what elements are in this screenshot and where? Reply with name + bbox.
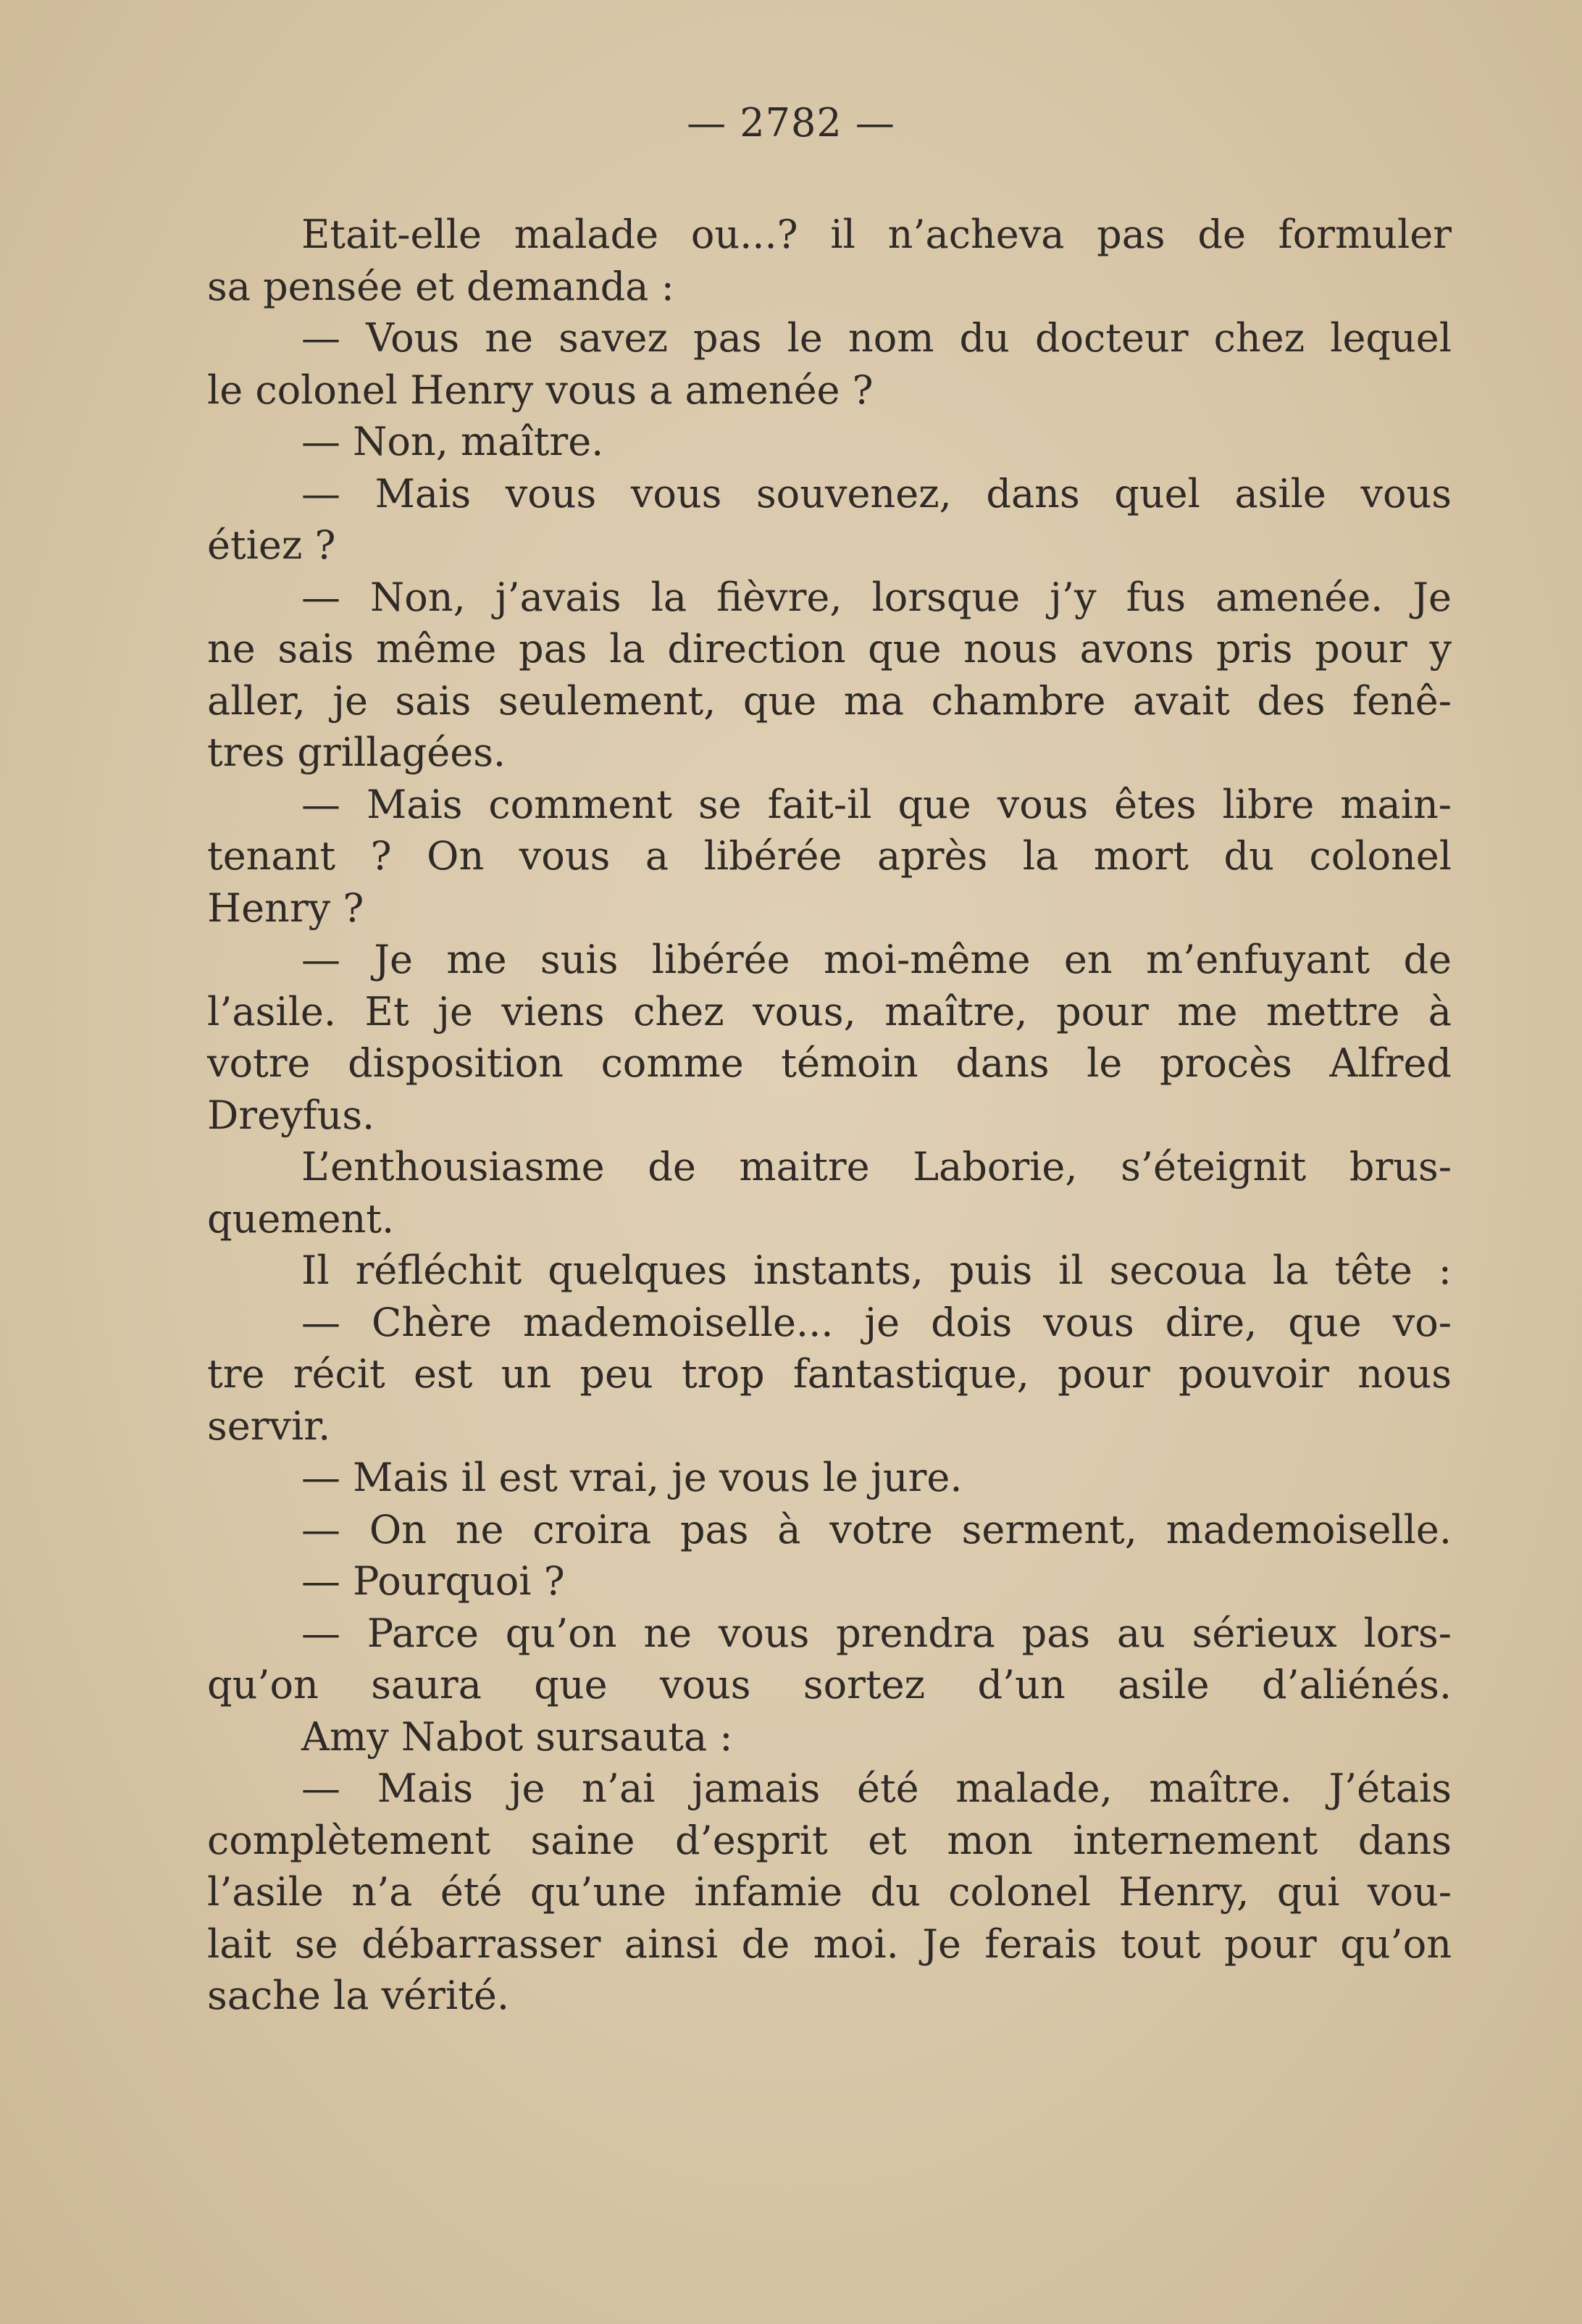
text-line: — Non, j’avais la fièvre, lorsque j’y fus amenée. Je xyxy=(301,574,1452,620)
text-line: — Mais il est vrai, je vous le jure. xyxy=(301,1455,963,1500)
text-line: — On ne croira pas à votre serment, mademoiselle. xyxy=(301,1506,1452,1552)
text-line: sache la vérité. xyxy=(207,1973,510,2018)
text-line: Etait-elle malade ou...? il n’acheva pas de formuler xyxy=(301,212,1452,257)
text-line: tres grillagées. xyxy=(207,730,506,775)
text-line: quement. xyxy=(207,1195,395,1242)
text-line: le colonel Henry vous a amenée ? xyxy=(207,367,874,413)
text-line: votre disposition comme témoin dans le procès Alfred xyxy=(207,1040,1452,1086)
text-line: Il réfléchit quelques instants, puis il secoua la tête : xyxy=(301,1247,1452,1293)
text-line: — Vous ne savez pas le nom du docteur chez lequel xyxy=(301,315,1452,361)
text-line: — Je me suis libérée moi-même en m’enfuyant de xyxy=(301,937,1452,982)
text-line: — Chère mademoiselle... je dois vous dire, que vo- xyxy=(301,1299,1452,1345)
text-line: — Mais vous vous souvenez, dans quel asile vous xyxy=(301,470,1452,517)
text-line: tenant ? On vous a libérée après la mort du colonel xyxy=(207,833,1452,879)
text-line: — Parce qu’on ne vous prendra pas au sérieux lors- xyxy=(301,1610,1452,1656)
page-number: — 2782 — xyxy=(687,100,895,146)
text-line: Amy Nabot sursauta : xyxy=(301,1713,733,1760)
text-line: — Non, maître. xyxy=(301,419,604,464)
text-line: — Mais je n’ai jamais été malade, maître. J’étais xyxy=(301,1765,1452,1811)
text-line: tre récit est un peu trop fantastique, pour pouvoir nous xyxy=(207,1351,1452,1397)
text-line: — Pourquoi ? xyxy=(301,1558,565,1604)
text-line: ne sais même pas la direction que nous avons pris pour y xyxy=(207,626,1452,672)
text-line: complètement saine d’esprit et mon internement dans xyxy=(207,1817,1452,1863)
body-text xyxy=(207,209,1452,2022)
text-line: l’asile n’a été qu’une infamie du colonel Henry, qui vou- xyxy=(207,1869,1452,1915)
text-line: — Mais comment se fait-il que vous êtes libre main- xyxy=(301,781,1452,827)
text-line: étiez ? xyxy=(207,522,336,568)
text-line: aller, je sais seulement, que ma chambre avait des fenê- xyxy=(207,677,1452,724)
text-line: Dreyfus. xyxy=(207,1092,375,1138)
text-line: qu’on saura que vous sortez d’un asile d’aliénés. xyxy=(207,1662,1452,1708)
text-line: L’enthousiasme de maitre Laborie, s’éteignit brus- xyxy=(301,1144,1452,1190)
text-line: lait se débarrasser ainsi de moi. Je ferais tout pour qu’on xyxy=(207,1920,1452,1967)
text-line: Henry ? xyxy=(207,885,364,931)
text-line: l’asile. Et je viens chez vous, maître, pour me mettre à xyxy=(207,988,1452,1034)
text-line: sa pensée et demanda : xyxy=(207,263,674,309)
text-line: servir. xyxy=(207,1403,331,1449)
